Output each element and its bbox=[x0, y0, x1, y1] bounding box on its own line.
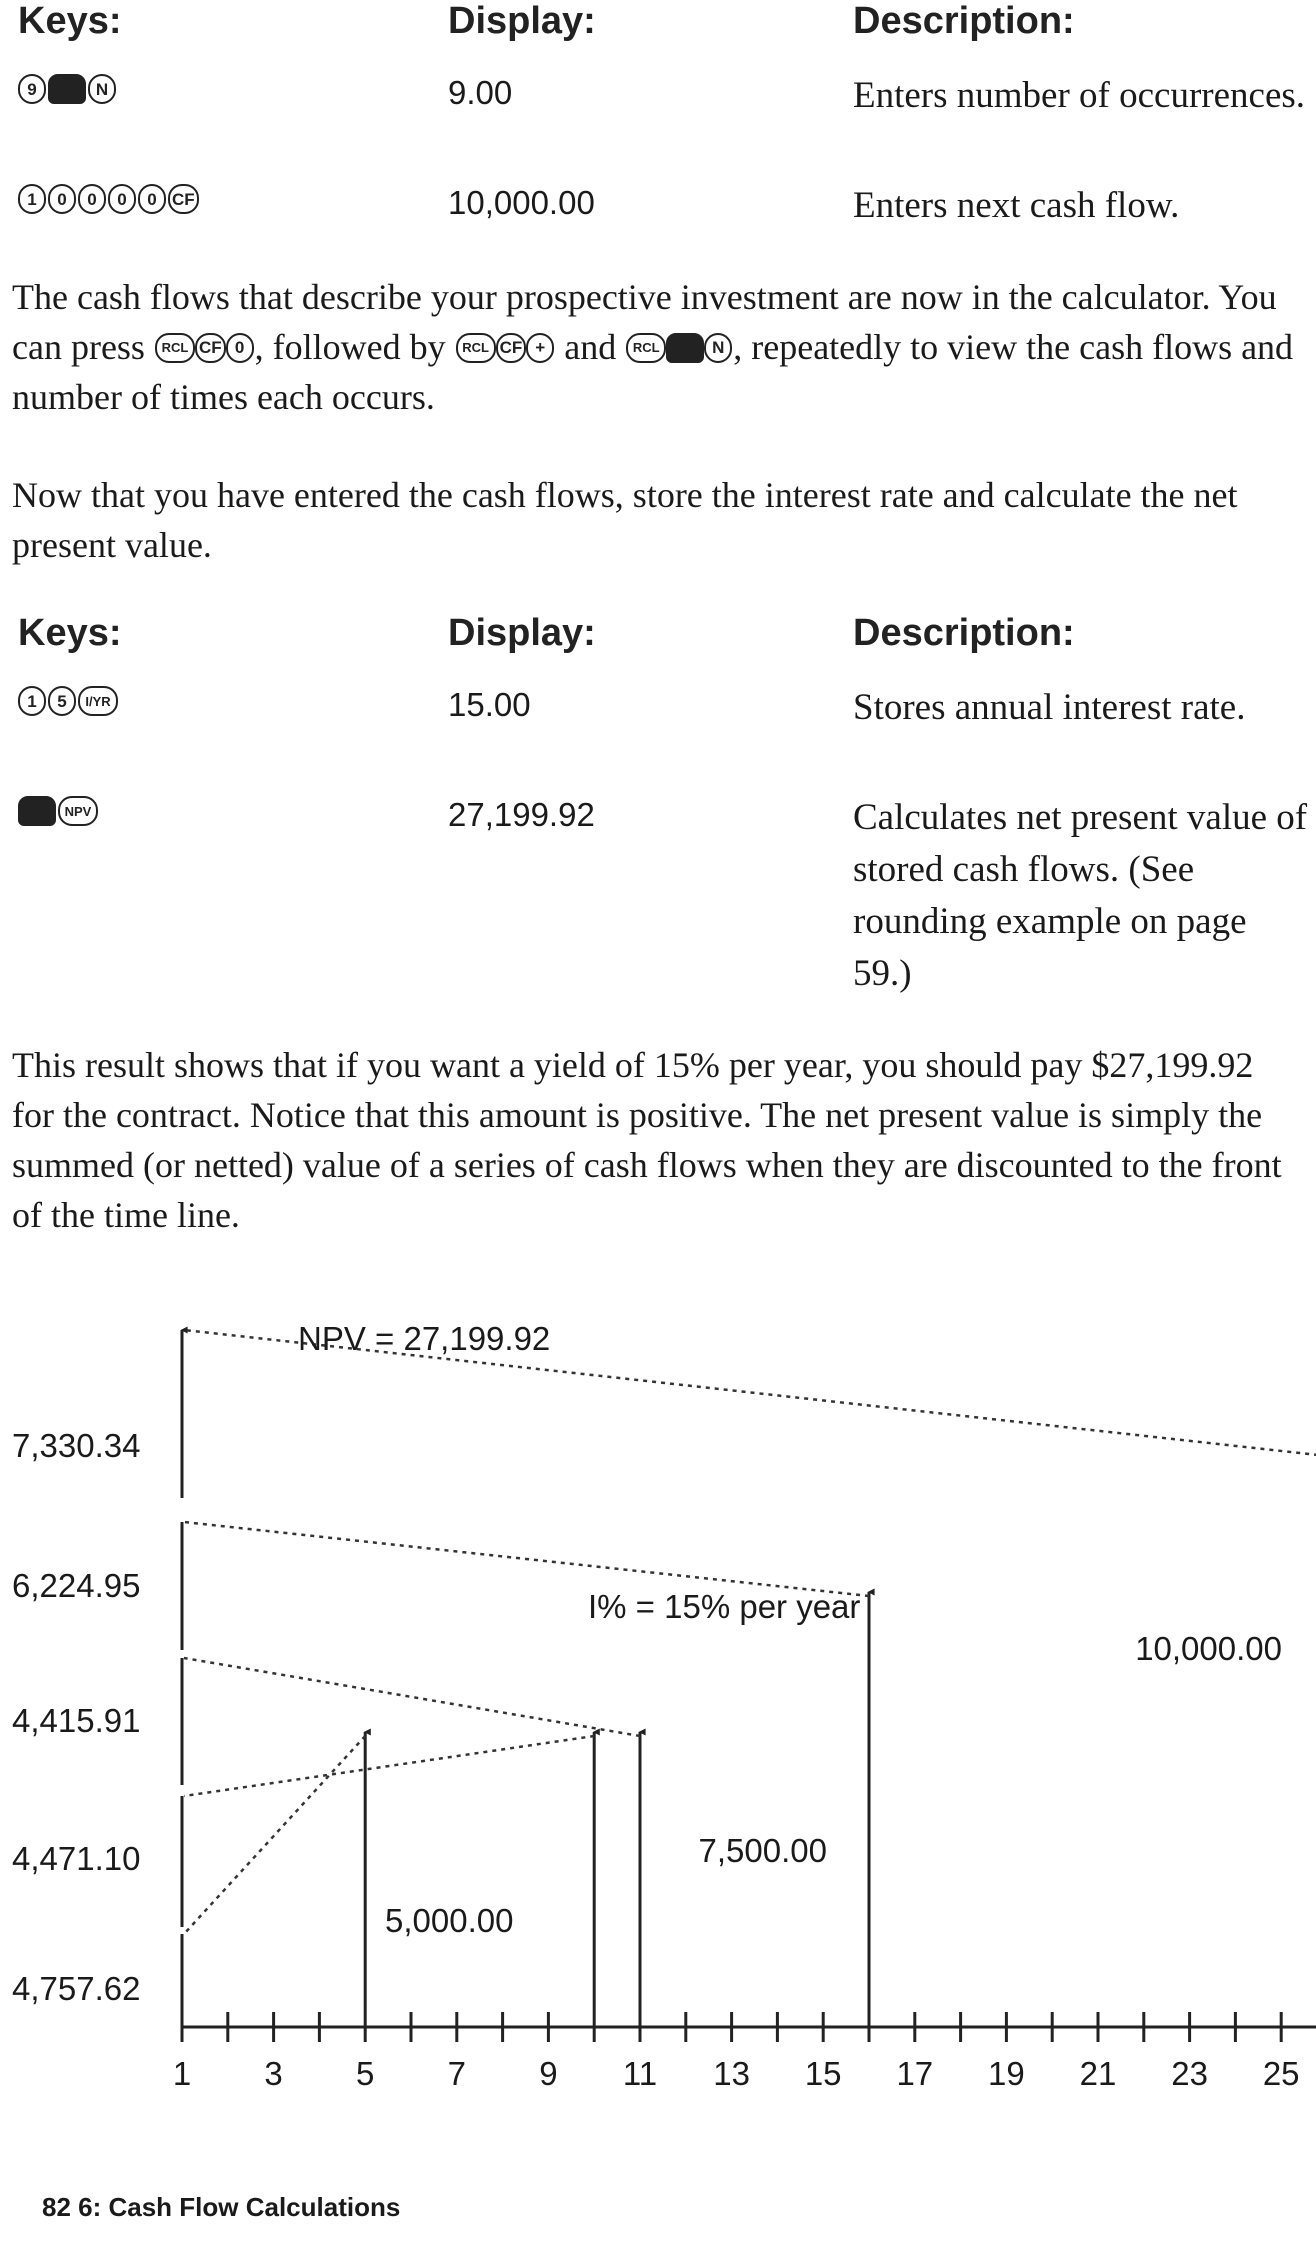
period-label: 1 bbox=[172, 2055, 192, 2092]
paragraph-text: , repeatedly to view the cash flows and number of times each occurs. bbox=[12, 327, 1294, 417]
key-cf-icon: CF bbox=[496, 333, 527, 363]
table-header bbox=[18, 0, 1308, 70]
inline-keys bbox=[626, 333, 732, 363]
display-value: 27,199.92 bbox=[448, 796, 595, 833]
key-1-icon: 1 bbox=[18, 184, 46, 214]
period-label: 21 bbox=[1079, 2055, 1117, 2092]
table-header bbox=[18, 612, 1308, 682]
key-npv-icon: NPV bbox=[58, 796, 98, 826]
key-5-icon: 5 bbox=[48, 686, 76, 716]
paragraph-text: , followed by bbox=[254, 327, 446, 367]
key-cf-icon: CF bbox=[168, 184, 199, 214]
period-label: 17 bbox=[896, 2055, 934, 2092]
key-0-icon: 0 bbox=[108, 184, 136, 214]
period-label: 15 bbox=[804, 2055, 842, 2092]
diagram-labels bbox=[12, 1320, 1300, 2092]
cash-flow-diagram bbox=[0, 1300, 1316, 2120]
cash-flow-label: 10,000.00 bbox=[1135, 1630, 1282, 1667]
period-label: 19 bbox=[988, 2055, 1025, 2092]
description-text: Calculates net present value of stored cash flows. (See rounding example on page 59.) bbox=[853, 797, 1308, 994]
present-value-label: 7,330.34 bbox=[12, 1427, 141, 1464]
keystroke-sequence bbox=[18, 74, 116, 104]
period-label: 23 bbox=[1171, 2055, 1208, 2092]
npv-label: NPV = 27,199.92 bbox=[298, 1320, 551, 1357]
paragraph-store-rate: Now that you have entered the cash flows, store the interest rate and calculate the net present value. bbox=[12, 475, 1238, 565]
discount-line bbox=[184, 1736, 594, 1796]
cash-flow-label: 5,000.00 bbox=[385, 1902, 514, 1939]
shift-key-icon bbox=[18, 796, 56, 826]
diagram-lines bbox=[182, 1330, 1316, 2042]
inline-keys bbox=[456, 333, 555, 363]
display-value: 10,000.00 bbox=[448, 184, 595, 221]
table-row bbox=[18, 682, 1308, 792]
description-text: Enters next cash flow. bbox=[853, 185, 1180, 226]
paragraph-text: and bbox=[564, 327, 617, 367]
key-plus-icon: + bbox=[526, 333, 554, 363]
keys-table-2 bbox=[18, 612, 1308, 1012]
header-display: Display: bbox=[448, 612, 596, 654]
key-1-icon: 1 bbox=[18, 686, 46, 716]
cash-flow-label: 7,500.00 bbox=[698, 1832, 827, 1869]
discount-line bbox=[184, 1658, 640, 1736]
table-row bbox=[18, 70, 1308, 180]
display-value: 15.00 bbox=[448, 686, 531, 723]
discount-line bbox=[184, 1736, 365, 1934]
key-0-icon: 0 bbox=[78, 184, 106, 214]
description-text: Stores annual interest rate. bbox=[853, 687, 1246, 728]
key-rcl-icon: RCL bbox=[456, 333, 496, 363]
period-label: 13 bbox=[713, 2055, 750, 2092]
header-display: Display: bbox=[448, 0, 596, 42]
keys-table-1 bbox=[18, 0, 1308, 240]
paragraph-recall-instructions bbox=[12, 272, 1302, 422]
period-label: 5 bbox=[356, 2055, 375, 2092]
key-n-icon: N bbox=[704, 333, 732, 363]
shift-key-icon bbox=[48, 74, 86, 104]
present-value-label: 6,224.95 bbox=[12, 1567, 141, 1604]
keystroke-sequence bbox=[18, 184, 199, 214]
period-label: 11 bbox=[622, 2055, 658, 2092]
key-cf-icon: CF bbox=[195, 333, 226, 363]
paragraph-text: The cash flows that describe your prospective investment are now in the calculator. You can press bbox=[12, 277, 1277, 367]
key-9-icon: 9 bbox=[18, 74, 46, 104]
present-value-label: 4,471.10 bbox=[12, 1840, 141, 1877]
key-rcl-icon: RCL bbox=[155, 333, 195, 363]
rate-label: I% = 15% per year bbox=[588, 1588, 861, 1625]
description-text: Enters number of occurrences. bbox=[853, 75, 1306, 116]
table-row bbox=[18, 180, 1308, 240]
key-0-icon: 0 bbox=[48, 184, 76, 214]
key-0-icon: 0 bbox=[226, 333, 254, 363]
period-label: 3 bbox=[264, 2055, 283, 2092]
header-description: Description: bbox=[853, 0, 1075, 42]
page-footer: 82 6: Cash Flow Calculations bbox=[42, 2192, 401, 2222]
keystroke-sequence bbox=[18, 686, 118, 716]
shift-key-icon bbox=[666, 333, 704, 363]
period-label: 9 bbox=[539, 2055, 558, 2092]
display-value: 9.00 bbox=[448, 74, 513, 111]
header-keys: Keys: bbox=[18, 612, 122, 654]
keystroke-sequence bbox=[18, 796, 98, 826]
inline-keys bbox=[155, 333, 254, 363]
key-iyr-icon: I/YR bbox=[78, 686, 118, 716]
period-label: 7 bbox=[447, 2055, 466, 2092]
header-keys: Keys: bbox=[18, 0, 122, 42]
key-n-icon: N bbox=[88, 74, 116, 104]
present-value-label: 4,415.91 bbox=[12, 1702, 141, 1739]
discount-line bbox=[184, 1522, 869, 1596]
table-row bbox=[18, 792, 1308, 1012]
present-value-label: 4,757.62 bbox=[12, 1970, 141, 2007]
key-rcl-icon: RCL bbox=[626, 333, 666, 363]
period-label: 25 bbox=[1262, 2055, 1300, 2092]
header-description: Description: bbox=[853, 612, 1075, 654]
key-0-icon: 0 bbox=[138, 184, 166, 214]
paragraph-npv-explanation: This result shows that if you want a yield of 15% per year, you should pay $27,199.92 for the contract. Notice that this amount is positive. The net present value is simply the summed (or netted) value of a series of cash flows when they are discounted to the front of the time line. bbox=[12, 1045, 1282, 1235]
